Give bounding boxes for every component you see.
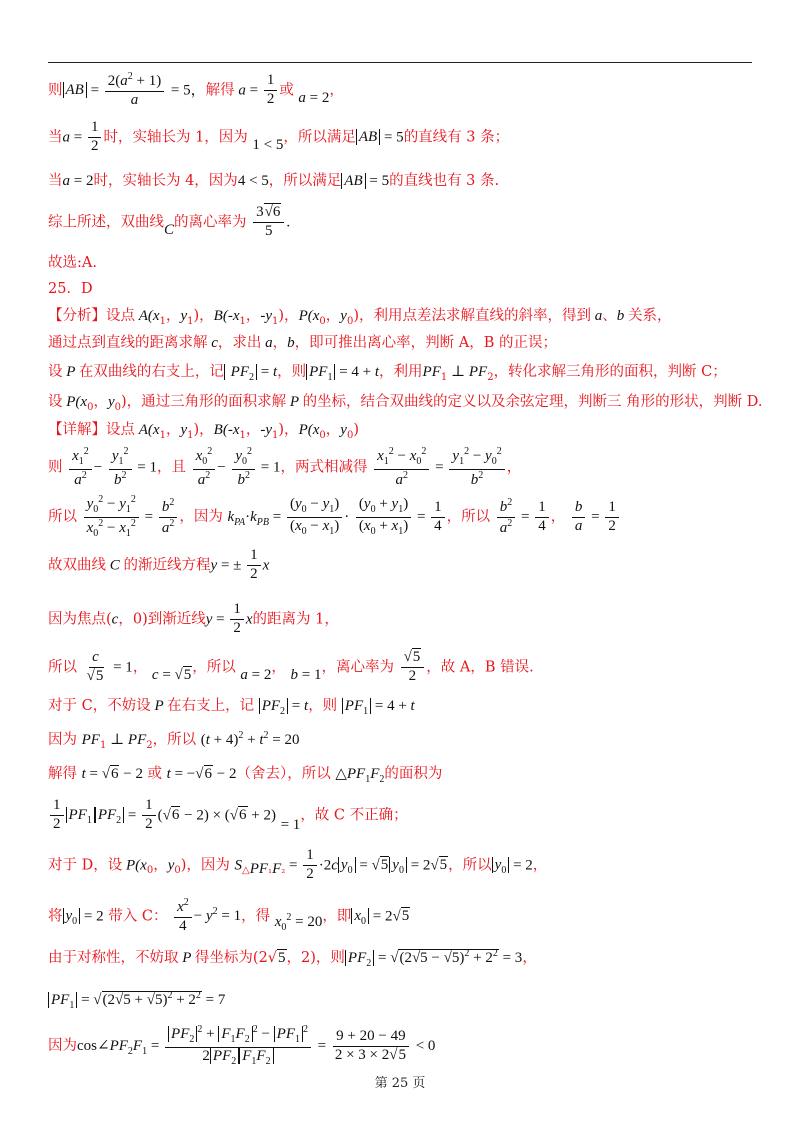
line-15: 因为焦点(c，0)到渐近线y = $\frac{1}{2}$ x的距离为 1， — [48, 601, 339, 636]
line-12: 则 $\frac{x_1^2}{a^2}$ − $\frac{y_1^2}{b^2}$ = 1，且 $\frac{x_0^2}{a^2}$ − $\frac{y_0^2}{b^2}$ = 1，两式相减得 $\frac{x_1^2 - x_0^2}{a^2}$ = $\frac{y_1^2 - y_0^2}{b^2}$ ， — [48, 446, 522, 488]
line-21: 对于 D，设 $P(x_0$，$y_0$)，因为 $S_{\triangle PF_1F_2}$ = $\frac{1}{2}$ ·2c $y_0 = √5$ $y_0 = 2√5$，所以 $y_0 = 2$， — [48, 847, 548, 882]
line-4: 综上所述，双曲线C的离心率为 $\frac{3√6}{5}$ . — [48, 204, 291, 239]
line-17: 对于 C，不妨设 P 在右支上，记 $PF_2 = t$，则 $PF_1 = 4 + t$ — [48, 698, 415, 717]
line-10: 设 $P(x_0$，$y_0$)，通过三角形的面积求解 P 的坐标，结合双曲线的定义以及余弦定理，判断三 角形的形状，判断 D. — [48, 394, 763, 413]
line-2: 当a = $\frac{1}{2}$ 时，实轴长为 1，因为 1 < 5，所以满足 AB = 5的直线有 3 条； — [48, 119, 510, 154]
line-23: 由于对称性，不妨取 P 得坐标为(2√5，2)，则 $PF_2 = √(2√5 - √5)^2 + 2^2 = 3$， — [48, 948, 537, 969]
line-5: 故选:A. — [48, 255, 97, 271]
line-6: 25．D — [48, 281, 93, 297]
line-14: 故双曲线 C 的渐近线方程y = ± $\frac{1}{2}$ x — [48, 547, 270, 582]
line-9: 设 P 在双曲线的右支上，记 $PF_2 = t$，则 $PF_1 = 4 + t$，利用$PF_1$ ⊥ $PF_2$，转化求解三角形的面积，判断 C； — [48, 364, 727, 383]
line-19: 解得 t = √6 − 2 或 t = −√6 − 2（舍去），所以 $\triangle PF_1F_2$的面积为 — [48, 766, 443, 785]
line-8: 通过点到直线的距离求解 c，求出 a，b，即可推出离心率，判断 A，B 的正误； — [48, 335, 558, 351]
line-20: $\frac{1}{2}$ $PF_1$ $PF_2$ = $\frac{1}{2}$ (√6 − 2) × (√6 + 2) = 1，故 C 不正确； — [48, 798, 408, 833]
page-number: 第 25 页 — [374, 1076, 426, 1091]
header-rule — [48, 62, 752, 63]
line-22: 将 $y_0 = 2$ 带入 C： $\frac{x^2}{4}$ − $y^2 = 1$，得 $x_0^2 = 20$，即 $x_0 = 2√5$ — [48, 897, 410, 934]
line-13: 所以 $\frac{y_0^2 - y_1^2}{x_0^2 - x_1^2}$ = $\frac{b^2}{a^2}$ ，因为 $k_{PA}\cdot k_{PB}$ = $\frac{(y_0 - y_1)}{(x_0 - x_1)}$ · $\frac{(y_0 + y_1)}{(x_0 + x_1)}$ = $\frac{1}{4}$ ，所以 $\frac{b^2}{a^2}$ = $\frac{1}{4}$ ， $\frac{b}{a}$ = $\frac{1}{2}$ — [48, 495, 621, 539]
line-16: 所以 $\frac{c}{√5}$ = 1， c = √5，所以 a = 2， b = 1，离心率为 $\frac{√5}{2}$ ，故 A，B 错误. — [48, 649, 534, 684]
line-25: 因为$\cos\angle PF_2F_1$ = $\frac{PF_2^2 + F_1F_2^2 - PF_1^2}{2 PF_2 F_1F_2}$ = $\frac{9 + 20 - 49}{2 \times 3 \times 2√5}$ < 0 — [48, 1024, 436, 1067]
line-24: $PF_1 = √(2√5 + √5)^2 + 2^2 = 7$ — [48, 990, 225, 1012]
line-1: 则 AB = $\frac{2(a^2 + 1)}{a}$ = 5，解得 a = $\frac{1}{2}$ 或 a = 2， — [48, 71, 344, 108]
line-18: 因为 $PF_1$ ⊥ $PF_2$，所以 $(t + 4)^2 + t^2 = 20$ — [48, 730, 300, 751]
line-11: 【详解】设点 $A(x_1$，$y_1$)，$B(-x_1$，$-y_1$)，$P(x_0$，$y_0$) — [48, 422, 359, 441]
line-3: 当a = 2时，实轴长为 4，因为4 < 5，所以满足 AB = 5的直线也有 3 条. — [48, 173, 500, 189]
line-7: 【分析】设点 $A(x_1$，$y_1$)，$B(-x_1$，$-y_1$)，$P(x_0$，$y_0$)，利用点差法求解直线的斜率，得到 a、b 关系， — [48, 308, 672, 327]
